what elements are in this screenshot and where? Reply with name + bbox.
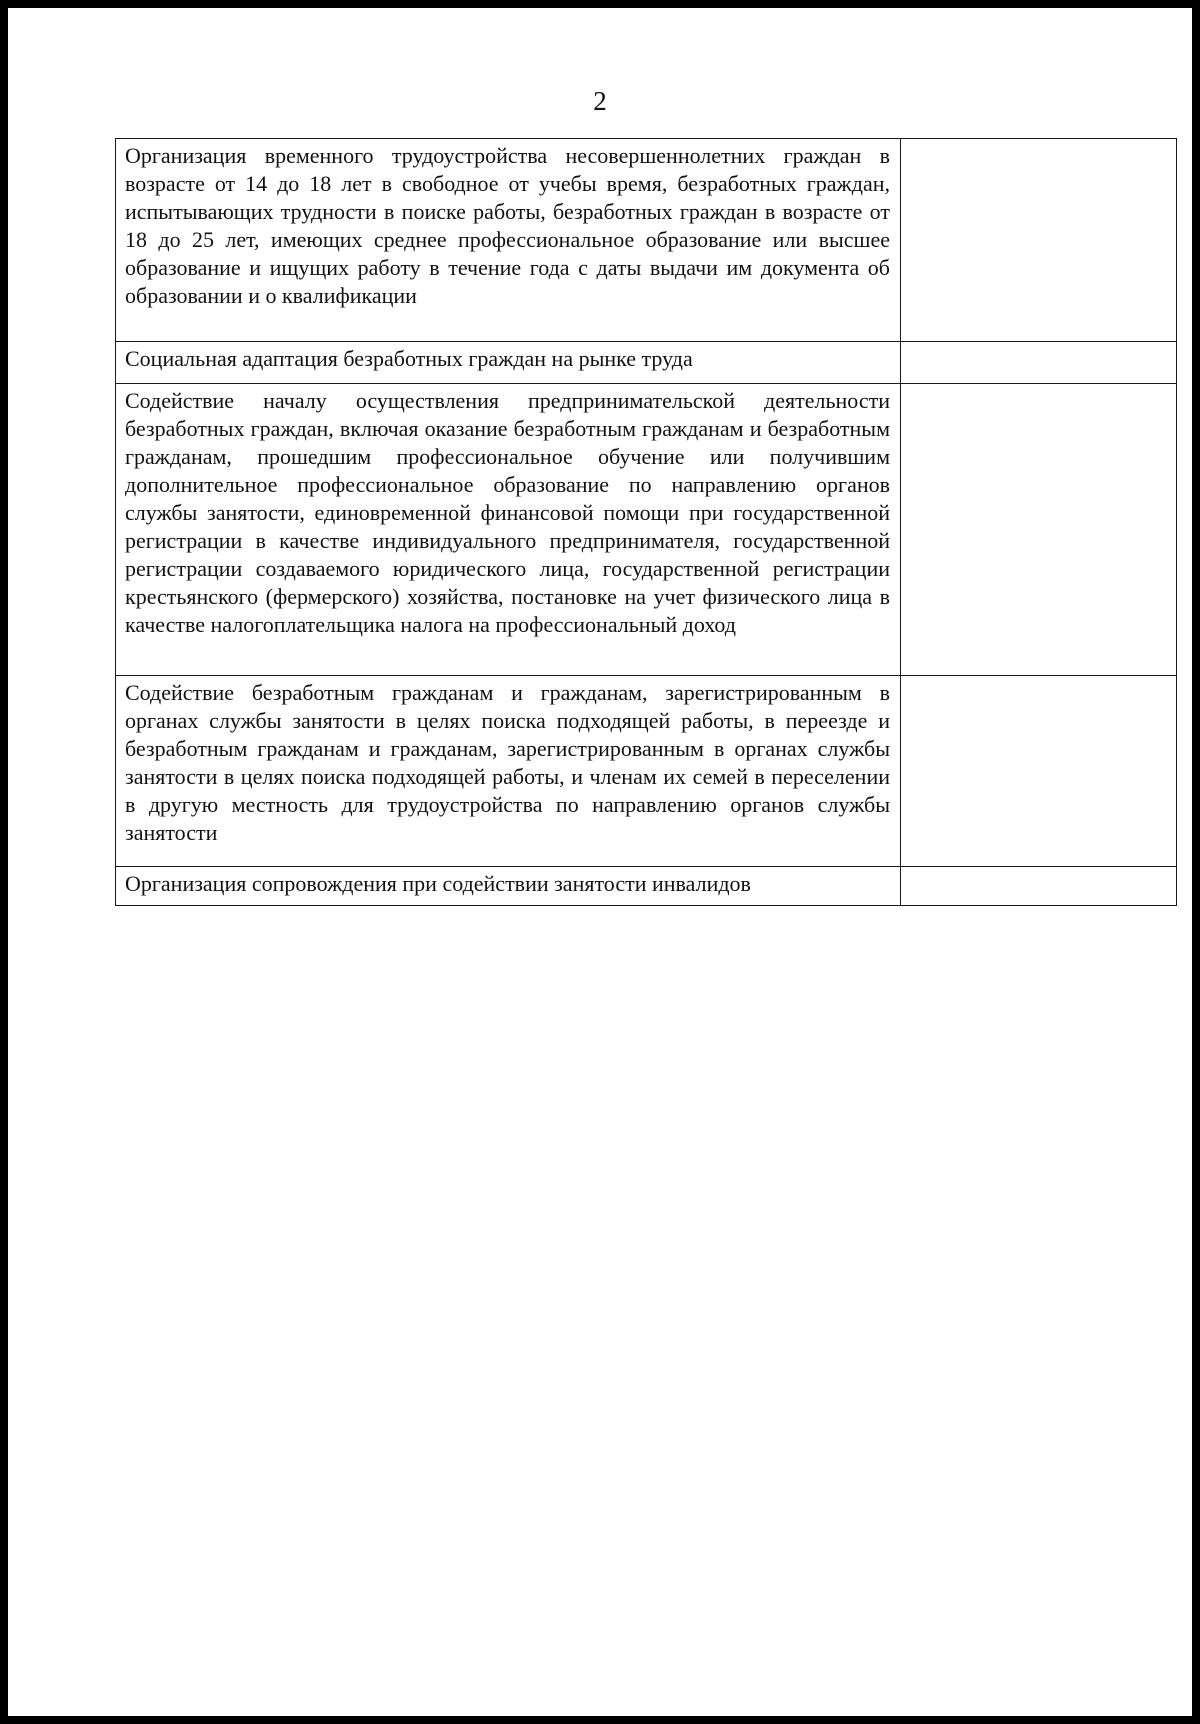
table-row bbox=[116, 139, 1177, 342]
service-description: Организация временного трудоустройства несовершеннолетних граждан в возрасте от 14 до 18 лет в свободное от учебы время, безработных граждан, испытывающих трудности в поиске работы, безработных граждан в возрасте от 18 до 25 лет, имеющих среднее профессиональное образование или высшее образование и ищущих работу в течение года с даты выдачи им документа об образовании и о квалификации bbox=[116, 139, 901, 342]
service-description: Социальная адаптация безработных граждан на рынке труда bbox=[116, 342, 901, 384]
service-value-cell bbox=[901, 676, 1177, 867]
document-page bbox=[8, 8, 1192, 1716]
service-value-cell bbox=[901, 342, 1177, 384]
service-description: Организация сопровождения при содействии занятости инвалидов bbox=[116, 867, 901, 906]
table-row bbox=[116, 342, 1177, 384]
service-value-cell bbox=[901, 139, 1177, 342]
service-value-cell bbox=[901, 384, 1177, 676]
service-value-cell bbox=[901, 867, 1177, 906]
service-description: Содействие безработным гражданам и гражданам, зарегистрированным в органах службы занятости в целях поиска подходящей работы, в переезде и безработным гражданам и гражданам, зарегистрированным в органах службы занятости в целях поиска подходящей работы, и членам их семей в переселении в другую местность для трудоустройства по направлению органов службы занятости bbox=[116, 676, 901, 867]
page-number: 2 bbox=[593, 86, 607, 116]
service-description: Содействие началу осуществления предпринимательской деятельности безработных граждан, включая оказание безработным гражданам и безработным гражданам, прошедшим профессиональное обучение или получившим дополнительное профессиональное образование по направлению органов службы занятости, единовременной финансовой помощи при государственной регистрации в качестве индивидуального предпринимателя, государственной регистрации создаваемого юридического лица, государственной регистрации крестьянского (фермерского) хозяйства, постановке на учет физического лица в качестве налогоплательщика налога на профессиональный доход bbox=[116, 384, 901, 676]
services-table bbox=[115, 138, 1177, 906]
table-row bbox=[116, 867, 1177, 906]
table-row bbox=[116, 384, 1177, 676]
table-row bbox=[116, 676, 1177, 867]
